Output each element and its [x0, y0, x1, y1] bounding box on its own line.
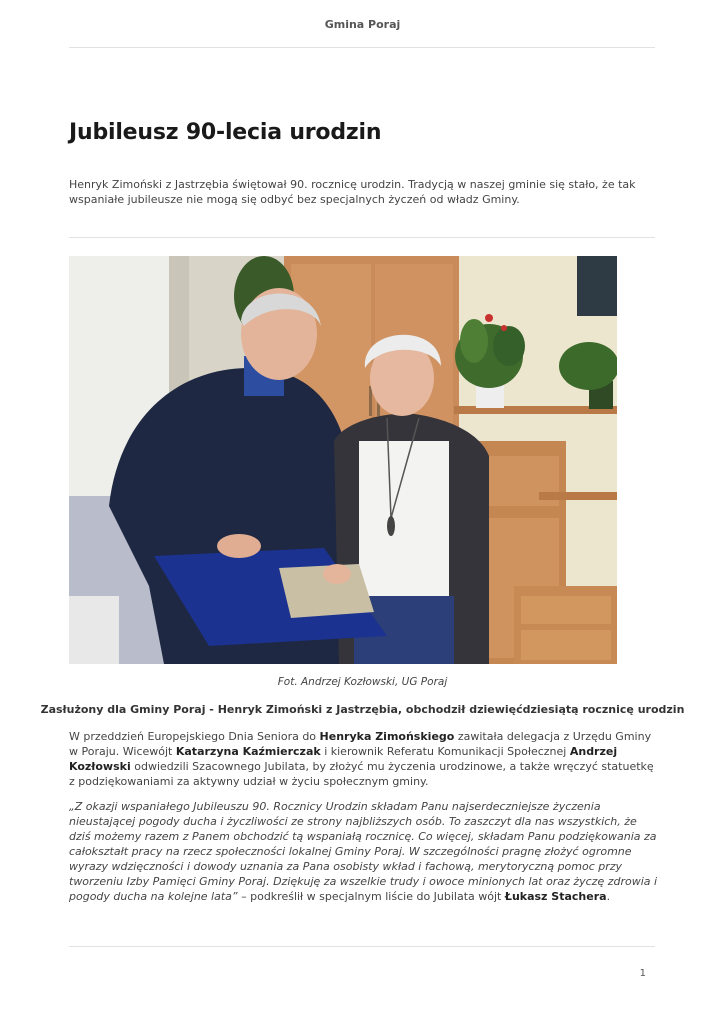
- person-name: Łukasz Stachera: [504, 890, 607, 903]
- article-photo-illustration: [69, 256, 617, 664]
- quote-text: „Z okazji wspaniałego Jubileuszu 90. Rocznicy Urodzin składam Panu najserdeczniejsze życzenia nieustającej pogody ducha i życzliwości ze strony najbliższych osób. To zaszczyt dla nas wszystkich, że dziś możemy razem z Panem obchodzić tą wspaniałą rocznicę. Co więcej, składam Panu podziękowania za całokształt pracy na rzecz społeczności lokalnej Gminy Poraj. W szczególności pragnę złożyć ogromne wyrazy wdzięczności i dowody uznania za Pana osobisty wkład i fachową, merytoryczną pomoc przy tworzeniu Izby Pamięci Gminy Poraj. Dziękuję za wszelkie trudy i owoce minionych lat oraz życzę zdrowia i pogody ducha na kolejne lata”: [69, 800, 658, 903]
- site-name: Gmina Poraj: [324, 18, 401, 31]
- person-name: Andrzej Kozłowski: [69, 745, 618, 773]
- header-divider: [69, 47, 655, 48]
- photo-caption: Fot. Andrzej Kozłowski, UG Poraj: [277, 676, 448, 688]
- paragraph-text: .: [606, 890, 611, 903]
- paragraph-text: odwiedzili Szacownego Jubilata, by złożyć mu życzenia urodzinowe, a także wręczyć statuetkę z podziękowaniami za aktywny udział w życiu społecznym gminy.: [69, 760, 654, 788]
- paragraph-text: i kierownik Referatu Komunikacji Społecznej: [320, 745, 570, 758]
- paragraph-text: zawitała delegacja z Urzędu Gminy w Poraju. Wicewójt: [69, 730, 652, 758]
- paragraph-text: W przeddzień Europejskiego Dnia Seniora do: [69, 730, 320, 743]
- footer-divider: [69, 946, 655, 947]
- article-title: Jubileusz 90-lecia urodzin: [69, 120, 382, 145]
- article-paragraph-quote: [69, 799, 659, 904]
- person-name: Henryka Zimońskiego: [319, 730, 455, 743]
- article-lead: Henryk Zimoński z Jastrzębia świętował 90. rocznicę urodzin. Tradycją w naszej gminie się stało, że tak wspaniałe jubileusze nie mogą się odbyć bez specjalnych życzeń od władz Gminy.: [69, 178, 636, 206]
- lead-divider: [69, 237, 655, 238]
- page-number: 1: [639, 968, 646, 979]
- article-photo: [69, 256, 617, 664]
- person-name: Katarzyna Kaźmierczak: [175, 745, 321, 758]
- paragraph-text: – podkreślił w specjalnym liście do Jubilata wójt: [237, 890, 505, 903]
- article-subheading: Zasłużony dla Gminy Poraj - Henryk Zimoński z Jastrzębia, obchodził dziewięćdziesiątą rocznicę urodzin: [40, 703, 685, 716]
- article-paragraph: [69, 729, 659, 789]
